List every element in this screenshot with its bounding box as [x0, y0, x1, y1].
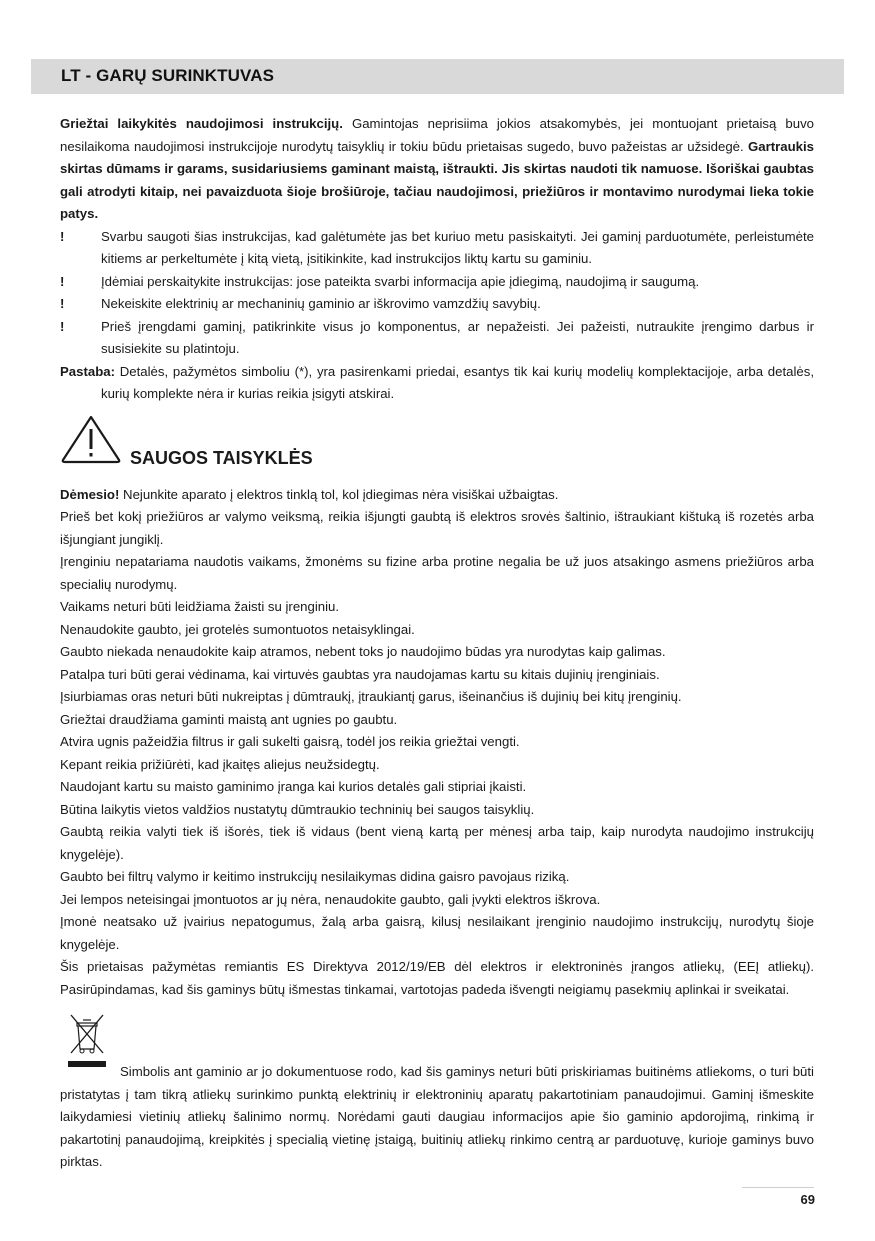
warning-text: Prieš įrengdami gaminį, patikrinkite visus jo komponentus, ar nepažeisti. Jei pažeisti, nutraukite įrengimo darbus ir susisiekite su platintoju. [101, 318, 814, 356]
exclamation-icon: ! [60, 318, 65, 334]
safety-rule: Šis prietaisas pažymėtas remiantis ES Direktyva 2012/19/EB dėl elektros ir elektroninės įrangos atliekų, (EEĮ atliekų). Pasirūpindamas, kad šis gaminys būtų išmestas tinkamai, vartotojas padeda išvengti neigiamų pasekmių aplinkai ir sveikatai. [60, 959, 814, 997]
warning-text: Svarbu saugoti šias instrukcijas, kad galėtumėte jas bet kuriuo metu pasiskaityti. Jei gaminį parduotumėte, perleistumėte kitiems ar perkeltumėte į kitą vietą, įsitikinkite, kad instrukcijos liktų kartu su gaminiu. [101, 228, 814, 266]
intro-paragraph [60, 113, 814, 226]
warning-item [60, 316, 814, 361]
safety-rule: Atvira ugnis pažeidžia filtrus ir gali sukelti gaisrą, todėl jos reikia griežtai vengti. [60, 734, 520, 749]
note-text: Detalės, pažymėtos simboliu (*), yra pasirenkami priedai, esantys tik kai kurių modelių komplektacijoje, arba detalės, kurių komplekte nėra ir kurias reikia įsigyti atskirai. [101, 363, 814, 401]
section-header [31, 59, 844, 94]
exclamation-icon: ! [60, 296, 65, 311]
warning-list [60, 226, 814, 361]
safety-rule: Vaikams neturi būti leidžiama žaisti su įrenginiu. [60, 599, 340, 614]
safety-rule: Patalpa turi būti gerai vėdinama, kai virtuvės gaubtas yra naudojamas kartu su kitais dujinių įrenginiais. [60, 666, 660, 682]
intro-text: Gamintojas neprisiima jokios atsakomybės, jei montuojant prietaisą buvo nesilaikoma naudojimosi instrukcijoje nurodytų taisyklių ir tokiu būdu prietaisas sugedo, buvo pažeistas ar užsidegė. [60, 116, 814, 154]
safety-rule: Gaubtą reikia valyti tiek iš išorės, tiek iš vidaus (bent vieną kartą per mėnesį arba taip, kaip nurodyta naudojimo instrukcijų knygelėje). [60, 824, 814, 862]
footer-rule [742, 1187, 814, 1188]
safety-rule: Įmonė neatsako už įvairius nepatogumus, žalą arba gaisrą, kilusį nesilaikant įrenginio naudojimo instrukcijų, nurodytų šioje knygelėje. [60, 914, 814, 952]
safety-rule: Jei lempos neteisingai įmontuotos ar jų nėra, nenaudokite gaubto, gali įvykti elektros iškrova. [60, 891, 601, 907]
safety-rule: Įrenginiu nepatariama naudotis vaikams, žmonėms su fizine arba protine negalia be už juos atsakingo asmens priežiūros arba specialių nurodymų. [60, 554, 814, 592]
warning-text: Nekeiskite elektrinių ar mechaninių gaminio ar iškrovimo vamzdžių savybių. [101, 296, 541, 311]
exclamation-icon: ! [60, 273, 65, 289]
warning-triangle-icon [60, 414, 122, 464]
safety-rule: Naudojant kartu su maisto gaminimo įranga kai kurios detalės gali stipriai įkaisti. [60, 779, 527, 794]
safety-heading [60, 414, 814, 484]
page-content [60, 113, 814, 1174]
warning-item [60, 271, 814, 294]
safety-rule: Griežtai draudžiama gaminti maistą ant ugnies po gaubtu. [60, 711, 398, 727]
section-title: LT - GARŲ SURINKTUVAS [61, 66, 275, 85]
intro-bold-lead: Griežtai laikykitės naudojimosi instrukcijų. [60, 116, 343, 131]
attention-label: Dėmesio! [60, 486, 120, 502]
attention-text: Nejunkite aparato į elektros tinklą tol, kol įdiegimas nėra visiškai užbaigtas. [119, 486, 559, 502]
weee-text: Simbolis ant gaminio ar jo dokumentuose rodo, kad šis gaminys neturi būti priskiriamas buitinėms atliekoms, o turi būti pristatytas į tam tikrą atliekų surinkimo punktą elektrinių ir elektroninių aparatų pakartotiniam panaudojimui. Gaminį išmeskite laikydamiesi vietinių atliekų šalinimo normų. Norėdami gauti daugiau informacijos apie šio gaminio apdorojimą, rinkimą ir pakartotinį panaudojimą, kreipkitės į specialią vietinę įstaigą, buitinių atliekų rinkimo centrą ar parduotuvę, kurioje gaminys buvo pirktas. [60, 1064, 814, 1169]
safety-rule: Nenaudokite gaubto, jei grotelės sumontuotos netaisyklingai. [60, 621, 415, 637]
warning-text: Įdėmiai perskaitykite instrukcijas: jose pateikta svarbi informacija apie įdiegimą, naudojimą ir saugumą. [101, 273, 700, 289]
safety-rule: Kepant reikia prižiūrėti, kad įkaitęs aliejus neužsidegtų. [60, 756, 380, 772]
safety-rule: Įsiurbiamas oras neturi būti nukreiptas į dūmtraukį, įtraukiantį garus, išeinančius iš dujinių bei kitų įrenginių. [60, 689, 682, 704]
safety-rule: Būtina laikytis vietos valdžios nustatytų dūmtraukio techninių bei saugos taisyklių. [60, 801, 535, 817]
note-label: Pastaba: [60, 363, 115, 379]
weee-section [60, 1013, 814, 1174]
safety-title: SAUGOS TAISYKLĖS [130, 447, 313, 468]
crossed-out-bin-icon [68, 1013, 106, 1071]
safety-rule: Prieš bet kokį priežiūros ar valymo veiksmą, reikia išjungti gaubtą iš elektros srovės šaltinio, ištraukiant kištuką iš rozetės arba išjungiant jungiklį. [60, 509, 814, 547]
intro-bold-tail: Gartraukis skirtas dūmams ir garams, susidariusiems gaminant maistą, ištraukti. Jis skirtas naudoti tik namuose. Išoriškai gaubtas gali atrodyti kitaip, nei pavaizduota šioje brošiūroje, tačiau naudojimosi, priežiūros ir montavimo nurodymai lieka tokie patys. [60, 138, 814, 221]
safety-rule: Gaubto niekada nenaudokite kaip atramos, nebent toks jo naudojimo būdas yra nurodytas kaip galimas. [60, 644, 666, 659]
warning-item [60, 226, 814, 271]
note-paragraph [60, 361, 814, 406]
page-number: 69 [800, 1192, 815, 1207]
safety-rules [60, 484, 814, 1002]
warning-item [60, 293, 814, 316]
exclamation-icon: ! [60, 228, 65, 244]
attention-line [60, 484, 814, 507]
safety-rule: Gaubto bei filtrų valymo ir keitimo instrukcijų nesilaikymas didina gaisro pavojaus riziką. [60, 869, 570, 884]
